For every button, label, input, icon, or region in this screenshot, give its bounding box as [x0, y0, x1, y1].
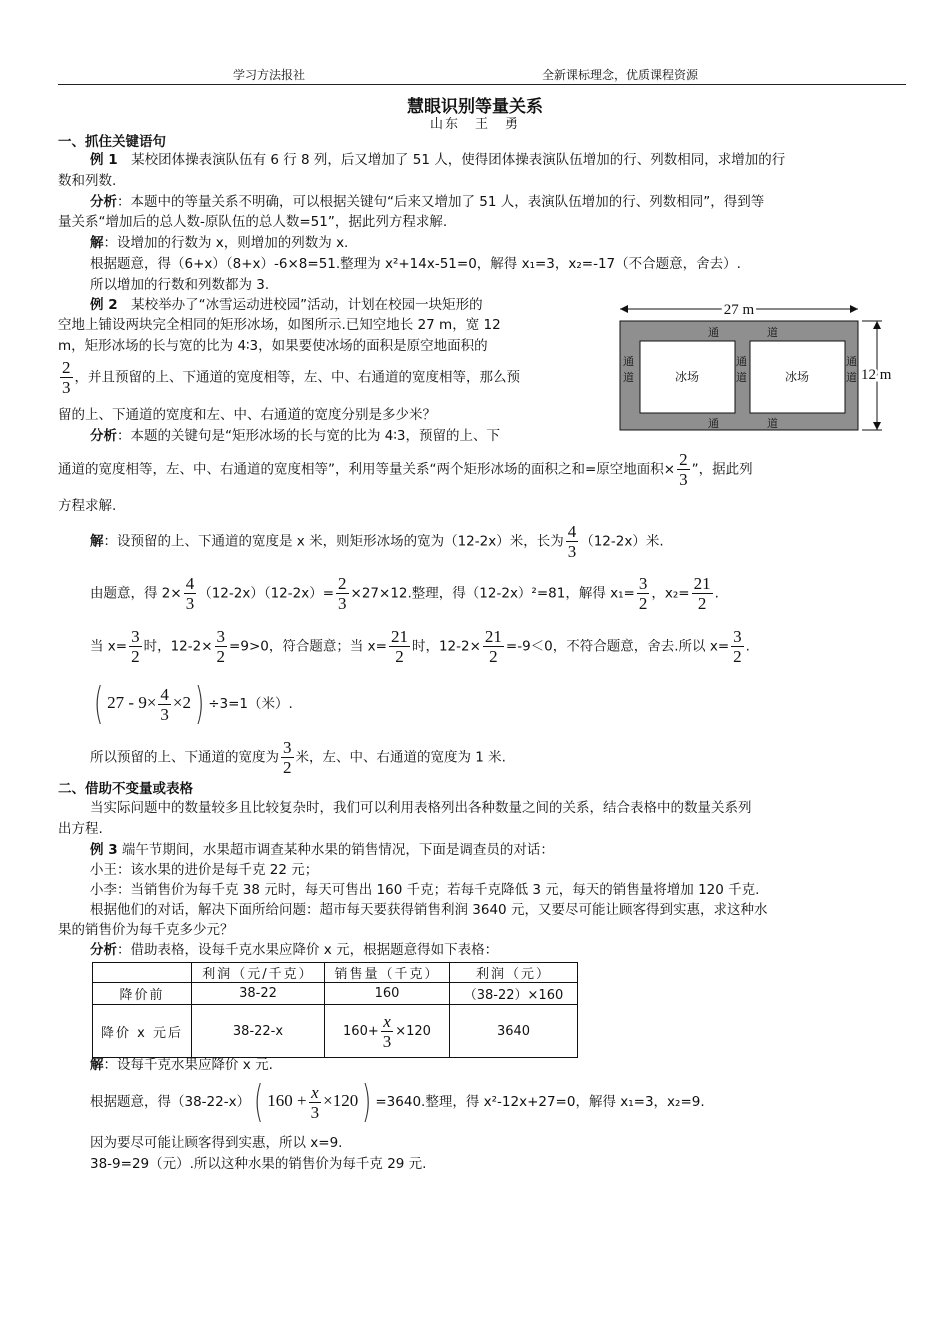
- ex3-solution-3: 因为要尽可能让顾客得到实惠，所以 x=9.: [90, 1135, 343, 1151]
- table-cell: （38-22）×160: [450, 983, 578, 1005]
- ex2-analysis-2: [58, 450, 753, 489]
- table-cell-text: 160+: [343, 1023, 379, 1039]
- ex2-line-4: [58, 358, 520, 397]
- fraction-3-2: $\frac{3}{2}$: [216, 627, 226, 666]
- ex2-line-2: 空地上铺设两块完全相同的矩形冰场，如图所示.已知空地长 27 m，宽 12: [58, 317, 501, 333]
- ex1-analysis-text-1: ：本题中的等量关系不明确，可以根据关键句“后来又增加了 51 人，表演队伍增加的行、列数相同”，得到等: [117, 194, 765, 210]
- ex2-solution-text-3d: 时，12-2×: [411, 638, 481, 655]
- ex3-line-5: 果的销售价为每千克多少元？: [58, 922, 234, 938]
- channel-right-char-2: 道: [846, 371, 857, 384]
- table-cell: [325, 1005, 450, 1058]
- left-paren: (: [93, 678, 104, 729]
- fraction-3-2: $\frac{3}{2}$: [283, 738, 292, 777]
- arrow-down-icon: [873, 422, 881, 430]
- ex2-solution-text-1b: （12-2x）米.: [580, 533, 664, 550]
- ex3-solution-text-2d: =3640.整理，得 x²-12x+27=0，解得 x₁=3，x₂=9.: [375, 1094, 705, 1110]
- author: 山东 王 勇: [429, 117, 520, 132]
- intro-line-2: 出方程.: [58, 821, 103, 837]
- ex2-line-5: 留的上、下通道的宽度和左、中、右通道的宽度分别是多少米？: [58, 407, 436, 423]
- ex1-solution-label: 解: [90, 235, 104, 251]
- header-left: 学习方法报社: [233, 68, 306, 82]
- ex2-solution-text-5b: 米，左、中、右通道的宽度为 1 米.: [295, 749, 506, 766]
- ex2-solution-text-3c: =9>0，符合题意；当 x=: [229, 638, 387, 655]
- ex1-solution-3: 所以增加的行数和列数都为 3.: [90, 277, 270, 293]
- header-right: 全新课标理念，优质课程资源: [542, 68, 699, 82]
- profit-table: [92, 962, 578, 1058]
- channel-top-char-2: 道: [767, 326, 778, 339]
- table-header-cell: 销售量（千克）: [325, 963, 450, 983]
- ex1-analysis-label: 分析: [90, 194, 117, 210]
- rink-diagram: [612, 293, 912, 435]
- ex2-solution-5: [90, 738, 506, 777]
- ex2-solution-text-3b: 时，12-2×: [143, 638, 213, 655]
- ex3-solution-text-2c: ×120: [323, 1091, 359, 1110]
- section-1-heading: 一、抓住关键语句: [58, 134, 166, 150]
- ex2-solution-text-2a: 由题意，得 2×: [90, 585, 182, 602]
- ex3-solution-label: 解: [90, 1057, 104, 1073]
- fraction-2-3: $\frac{2}{3}$: [679, 450, 688, 489]
- fraction-3-2: $\frac{3}{2}$: [733, 627, 742, 666]
- ex2-solution-text-4c: ÷3=1（米）.: [208, 696, 293, 712]
- ex1-solution-text-1: ：设增加的行数为 x，则增加的列数为 x.: [103, 235, 349, 251]
- table-cell: 160: [325, 983, 450, 1005]
- ex1-line-2: 数和列数.: [58, 173, 117, 189]
- ex2-solution-3: [90, 627, 750, 666]
- ex3-line-1: [90, 841, 554, 859]
- ex2-line-3: m，矩形冰场的长与宽的比为 4∶3，如果要使冰场的面积是原空地面积的: [58, 338, 488, 354]
- ex3-solution-4: 38-9=29（元）.所以这种水果的销售价为每千克 29 元.: [90, 1156, 427, 1172]
- table-cell: 降价前: [93, 983, 192, 1005]
- fraction-3-2: $\frac{3}{2}$: [131, 627, 140, 666]
- ex2-solution-text-4b: ×2: [172, 693, 192, 712]
- ex2-solution-4: [90, 678, 293, 729]
- rink-left-label: 冰场: [674, 370, 700, 384]
- ex3-line-4: 根据他们的对话，解决下面所给问题：超市每天要获得销售利润 3640 元，又要尽可能让顾客得到实惠，求这种水: [90, 902, 768, 918]
- ex2-solution-text-3f: .: [745, 638, 750, 655]
- channel-middle-char-1: 通: [736, 355, 747, 368]
- fraction-2-3: $\frac{2}{3}$: [338, 574, 347, 613]
- width-label: 12 m: [861, 367, 892, 383]
- ex1-text-1: 某校团体操表演队伍有 6 行 8 列，后又增加了 51 人，使得团体操表演队伍增加的行、列数相同，求增加的行: [117, 152, 786, 168]
- channel-left-char-1: 通: [623, 355, 634, 368]
- ex2-solution-text-2d: ，x₂=: [651, 585, 690, 602]
- left-paren: (: [253, 1076, 264, 1127]
- ex3-line-3: 小李：当销售价为每千克 38 元时，每天可售出 160 千克；若每千克降低 3 元，每天的销售量将增加 120 千克.: [90, 882, 760, 898]
- ex2-solution-text-3e: =-9＜0，不符合题意，舍去.所以 x=: [505, 638, 730, 655]
- ex1-line-1: [90, 151, 785, 169]
- ex2-text-4: ，并且预留的上、下通道的宽度相等，左、中、右通道的宽度相等，那么预: [74, 369, 520, 386]
- ex2-analysis-label: 分析: [90, 428, 117, 444]
- channel-top-char-1: 通: [708, 326, 719, 339]
- fraction-4-3: $\frac{4}{3}$: [160, 684, 169, 724]
- channel-left-char-2: 道: [623, 371, 634, 384]
- ex3-solution-text-2b: 160 +: [267, 1091, 307, 1110]
- table-header-cell: [93, 963, 192, 983]
- ex2-analysis-text-2b: ”，据此列: [691, 461, 753, 478]
- ex2-analysis-text-2a: 通道的宽度相等，左、中、右通道的宽度相等”，利用等量关系“两个矩形冰场的面积之和=原空地面积×: [58, 461, 676, 478]
- ex2-solution-text-4a: 27 - 9×: [107, 693, 157, 712]
- table-header-cell: 利润（元）: [450, 963, 578, 983]
- ex2-solution-1: [90, 522, 664, 561]
- fraction-2-3: $\frac{2}{3}$: [62, 358, 71, 397]
- table-row: [93, 983, 578, 1005]
- fraction-4-3: $\frac{4}{3}$: [567, 522, 577, 561]
- page-header: [58, 66, 906, 85]
- arrow-up-icon: [873, 321, 881, 329]
- ex2-analysis-text-1: ：本题的关键句是“矩形冰场的长与宽的比为 4∶3，预留的上、下: [117, 428, 500, 444]
- ex1-solution-2: 根据题意，得（6+x）（8+x）-6×8=51.整理为 x²+14x-51=0，解得 x₁=3，x₂=-17（不合题意，舍去）.: [90, 256, 741, 272]
- ex3-solution-2: [90, 1076, 705, 1127]
- page-title: 慧眼识别等量关系: [407, 97, 543, 117]
- fraction-x-3: $\frac{x}{3}$: [382, 1011, 392, 1051]
- ex2-solution-text-2c: ×27×12.整理，得（12-2x）²=81，解得 x₁=: [350, 585, 635, 602]
- ex2-solution-2: [90, 574, 719, 613]
- ex3-label: 例 3: [90, 842, 118, 858]
- fraction-3-2: $\frac{3}{2}$: [638, 574, 648, 613]
- ex2-solution-text-1a: ：设预留的上、下通道的宽度是 x 米，则矩形冰场的宽为（12-2x）米，长为: [103, 533, 564, 550]
- fraction-4-3: $\frac{4}{3}$: [185, 574, 195, 613]
- rink-right-label: 冰场: [784, 370, 810, 384]
- ex2-analysis-3: 方程求解.: [58, 498, 117, 514]
- section-2-heading: 二、借助不变量或表格: [58, 781, 193, 797]
- fraction-21-2: $\frac{21}{2}$: [693, 574, 711, 613]
- ex1-analysis-1: [90, 193, 764, 211]
- ex3-analysis: [90, 941, 498, 959]
- right-paren: ): [194, 678, 205, 729]
- arrow-left-icon: [620, 305, 628, 313]
- fraction-x-3: $\frac{x}{3}$: [310, 1082, 320, 1122]
- ex3-text-1: 端午节期间，水果超市调查某种水果的销售情况，下面是调查员的对话：: [117, 842, 554, 858]
- table-cell: 38-22-x: [192, 1005, 325, 1058]
- ex3-analysis-text: ：借助表格，设每千克水果应降价 x 元，根据题意得如下表格：: [117, 942, 499, 958]
- ex1-solution-1: [90, 234, 348, 252]
- ex3-solution-text-2a: 根据题意，得（38-22-x）: [90, 1094, 251, 1110]
- fraction-21-2: $\frac{21}{2}$: [390, 627, 408, 666]
- table-cell: 3640: [450, 1005, 578, 1058]
- ex2-analysis-1: [90, 427, 500, 445]
- ex1-label: 例 1: [90, 152, 118, 168]
- intro-line-1: 当实际问题中的数量较多且比较复杂时，我们可以利用表格列出各种数量之间的关系，结合表格中的数量关系列: [90, 800, 752, 816]
- channel-middle-char-2: 道: [736, 371, 747, 384]
- ex2-solution-label: 解: [90, 533, 104, 550]
- channel-bottom-char-1: 通: [708, 417, 719, 430]
- ex2-text-1: 某校举办了“冰雪运动进校园”活动，计划在校园一块矩形的: [117, 297, 483, 313]
- ex2-solution-text-2b: （12-2x）（12-2x）=: [198, 585, 335, 602]
- ex3-solution-1: [90, 1056, 273, 1074]
- ex2-solution-text-2e: .: [714, 585, 719, 602]
- right-paren: ): [362, 1076, 372, 1127]
- fraction-21-2: $\frac{21}{2}$: [484, 627, 502, 666]
- channel-right-char-1: 通: [846, 355, 857, 368]
- arrow-right-icon: [850, 305, 858, 313]
- ex2-solution-text-5a: 所以预留的上、下通道的宽度为: [90, 749, 279, 766]
- ex3-line-2: 小王：该水果的进价是每千克 22 元；: [90, 862, 319, 878]
- ex2-label: 例 2: [90, 297, 118, 313]
- channel-bottom-char-2: 道: [767, 417, 778, 430]
- ex3-analysis-label: 分析: [90, 942, 117, 958]
- table-header-cell: 利润（元/千克）: [192, 963, 325, 983]
- length-label: 27 m: [723, 302, 755, 318]
- ex1-analysis-2: 量关系“增加后的总人数-原队伍的总人数=51”，据此列方程求解.: [58, 214, 448, 230]
- ex2-line-1: [90, 296, 483, 314]
- table-header-row: [93, 963, 578, 983]
- table-cell: 降价 x 元后: [93, 1005, 192, 1058]
- table-row: [93, 1005, 578, 1058]
- table-cell: 38-22: [192, 983, 325, 1005]
- ex2-solution-text-3a: 当 x=: [90, 638, 128, 655]
- table-cell-text: ×120: [395, 1023, 431, 1039]
- ex3-solution-text-1: ：设每千克水果应降价 x 元.: [103, 1057, 273, 1073]
